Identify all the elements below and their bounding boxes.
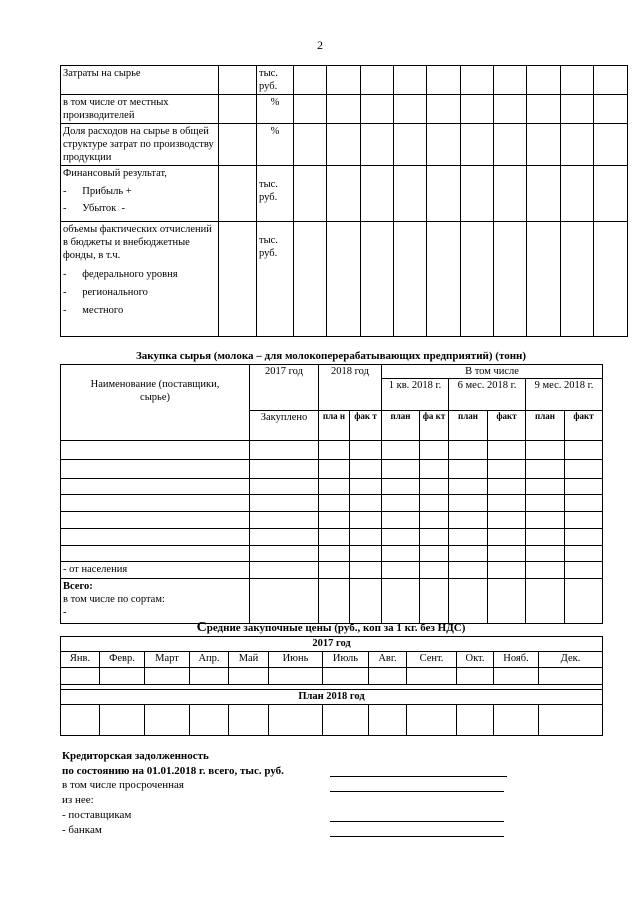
header-including: В том числе	[382, 365, 603, 379]
month-header: Сент.	[407, 652, 457, 668]
header-fact: факт	[488, 411, 526, 441]
month-header: Апр.	[190, 652, 229, 668]
regional-label: - регионального	[63, 287, 148, 298]
header-2018: 2018 год	[319, 365, 382, 411]
month-header: Авг.	[369, 652, 407, 668]
debt-banks-label: - банкам	[62, 824, 102, 836]
table-row	[61, 441, 603, 460]
header-fact: фа кт	[420, 411, 449, 441]
header-name: Наименование (поставщики, сырье)	[61, 365, 250, 441]
purchase-table	[60, 364, 603, 624]
prices-table	[60, 636, 603, 736]
table-row	[61, 546, 603, 562]
indicators-table	[60, 65, 628, 337]
header-9m: 9 мес. 2018 г.	[526, 379, 603, 411]
header-fact: фак т	[350, 411, 382, 441]
row-label-raw-share: Доля расходов на сырье в общей структуре затрат по производству продукции	[61, 124, 219, 166]
unit-cell: тыс. руб.	[257, 66, 294, 95]
table-row	[61, 668, 603, 685]
debt-total-label: по состоянию на 01.01.2018 г. всего, тыс. руб.	[62, 765, 284, 777]
profit-label: - Прибыль +	[63, 186, 132, 197]
table-row	[61, 495, 603, 512]
month-header: Июль	[323, 652, 369, 668]
page-number: 2	[317, 38, 323, 52]
month-header: Янв.	[61, 652, 100, 668]
unit-cell: тыс. руб.	[257, 166, 294, 222]
row-population: - от населения	[61, 562, 250, 579]
header-bought: Закуплено	[250, 411, 319, 441]
month-header: Март	[145, 652, 190, 668]
debt-suppliers-label: - поставщикам	[62, 809, 132, 821]
row-label-local-producers: в том числе от местных производителей	[61, 95, 219, 124]
month-header: Июнь	[269, 652, 323, 668]
table-row	[61, 705, 603, 736]
debt-total-line	[330, 776, 507, 777]
header-plan: план	[526, 411, 565, 441]
debt-overdue-line	[330, 791, 504, 792]
table-row	[61, 479, 603, 495]
federal-label: - федерального уровня	[63, 269, 178, 280]
header-plan: пла н	[319, 411, 350, 441]
month-header: Май	[229, 652, 269, 668]
month-header: Дек.	[539, 652, 603, 668]
table-row	[61, 579, 603, 624]
purchase-title: Закупка сырья (молока – для молокоперерабатывающих предприятий) (тонн)	[135, 350, 527, 362]
unit-cell: тыс. руб.	[257, 222, 294, 337]
header-plan: план	[449, 411, 488, 441]
debt-overdue-label: в том числе просроченная	[62, 779, 184, 791]
year-2017-header: 2017 год	[61, 637, 603, 652]
table-row	[61, 529, 603, 546]
row-label-raw-costs: Затраты на сырье	[61, 66, 219, 95]
table-row	[61, 562, 603, 579]
header-q1: 1 кв. 2018 г.	[382, 379, 449, 411]
unit-cell: %	[257, 124, 294, 166]
table-row	[61, 460, 603, 479]
plan-2018-header: План 2018 год	[61, 690, 603, 705]
row-total: Всего: в том числе по сортам: -	[61, 579, 250, 624]
row-label-financial-result: Финансовый результат, - Прибыль + - Убыток -	[61, 166, 219, 222]
debt-banks-line	[330, 836, 504, 837]
row-label-budget-payments: объемы фактических отчислений в бюджеты и внебюджетные фонды, в т.ч. - федерального уровня - регионального - местного	[61, 222, 219, 337]
header-fact: факт	[565, 411, 603, 441]
header-2017: 2017 год	[250, 365, 319, 411]
debt-title: Кредиторская задолженность	[62, 750, 209, 762]
header-6m: 6 мес. 2018 г.	[449, 379, 526, 411]
month-header: Окт.	[457, 652, 494, 668]
table-row	[61, 512, 603, 529]
month-header: Февр.	[100, 652, 145, 668]
local-label: - местного	[63, 305, 124, 316]
debt-suppliers-line	[330, 821, 504, 822]
month-header: Нояб.	[494, 652, 539, 668]
loss-label: - Убыток -	[63, 203, 125, 214]
prices-title: Средние закупочные цены (руб., коп за 1 кг. без НДС)	[196, 620, 466, 635]
unit-cell: %	[257, 95, 294, 124]
debt-of-which: из нее:	[62, 794, 94, 806]
header-plan: план	[382, 411, 420, 441]
